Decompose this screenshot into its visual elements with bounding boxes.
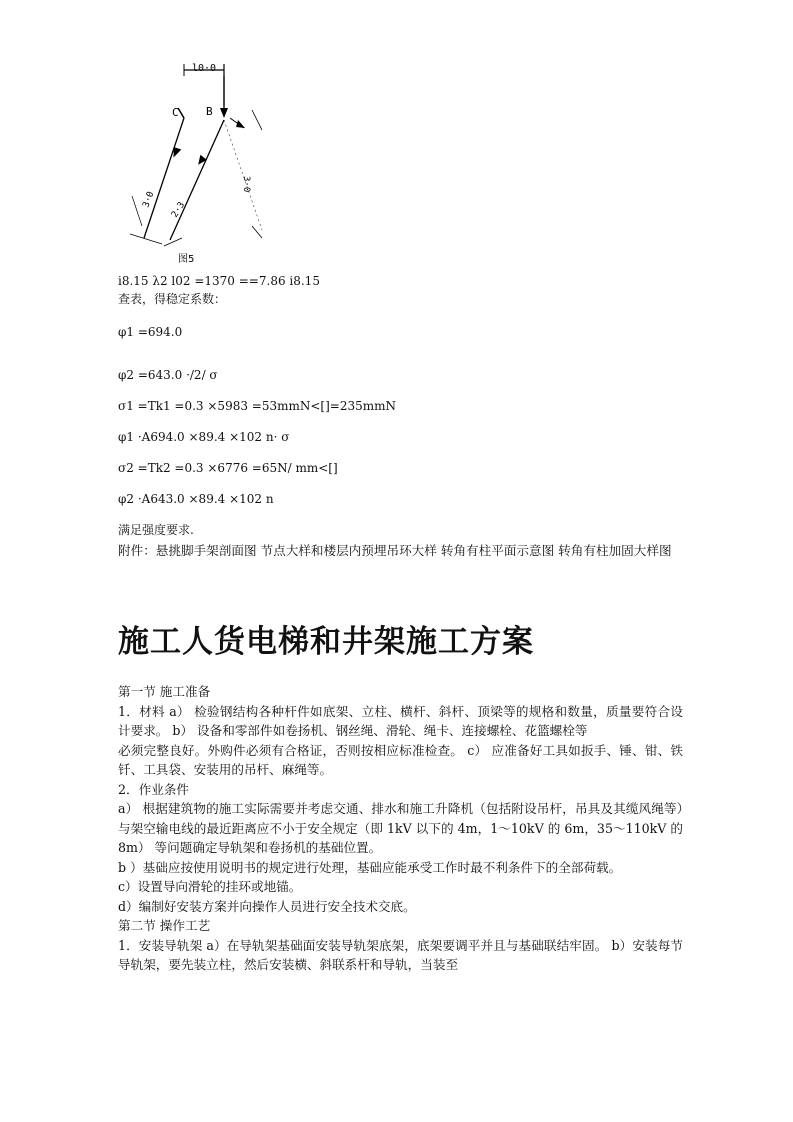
dim-top-label: l0·0 <box>192 63 217 74</box>
paragraph-materials-cont: 必须完整良好。外购件必须有合格证，否则按相应标准检查。 c） 应准备好工具如扳手、锤、钳、铁钎、工具袋、安装用的吊杆、麻绳等。 <box>118 742 683 777</box>
heading-section-1: 第一节 施工准备 <box>118 684 211 699</box>
label-mid-diagonal: 2·3 <box>170 200 188 220</box>
paragraph-materials: 1．材料 a） 检验钢结构各种杆件如底架、立柱、横杆、斜杆、顶梁等的规格和数量，质量要符合设计要求。 b） 设备和零部件如卷扬机、钢丝绳、滑轮、绳卡、连接螺栓、花篮螺栓等 <box>118 703 683 738</box>
body-text <box>118 682 683 975</box>
calc-sigma2: σ2 =Tk2 =0.3 ×6776 =65N/ mm<[] <box>118 461 338 475</box>
heading-section-2: 第二节 操作工艺 <box>118 918 211 933</box>
calc-phi1: φ1 =694.0 <box>118 325 183 339</box>
force-diagram-figure <box>112 58 282 270</box>
calc-sigma1: σ1 =Tk1 =0.3 ×5983 =53mmN<[]=235mmN <box>118 399 396 413</box>
calc-phi2: φ2 =643.0 ·/2/ σ <box>118 368 218 382</box>
calc-slenderness: i8.15 λ2 l02 =1370 ==7.86 i8.15 <box>118 274 320 288</box>
attachment-list: 附件：悬挑脚手架剖面图 节点大样和楼层内预埋吊环大样 转角有柱平面示意图 转角有柱加固大样图 <box>118 543 672 558</box>
label-c: C <box>172 106 179 119</box>
section-title: 施工人货电梯和井架施工方案 <box>118 624 534 660</box>
force-diagram <box>112 58 282 270</box>
label-right-vertical: 3·0 <box>241 176 251 193</box>
label-left-diagonal: 3·0 <box>141 190 157 210</box>
calc-phi1-check: φ1 ·A694.0 ×89.4 ×102 n· σ <box>118 430 290 444</box>
calc-conclusion: 满足强度要求. <box>118 523 194 537</box>
paragraph-condition-d: d）编制好安装方案并向操作人员进行安全技术交底。 <box>118 898 416 914</box>
heading-work-conditions: 2．作业条件 <box>118 781 189 797</box>
paragraph-install-guide: 1．安装导轨架 a）在导轨架基础面安装导轨架底架，底架要调平并且与基础联结牢固。 b）安装每节导轨架，要先装立柱，然后安装横、斜联系杆和导轨，当装至 <box>118 937 683 972</box>
calc-phi2-check: φ2 ·A643.0 ×89.4 ×102 n <box>118 492 274 506</box>
paragraph-condition-a: a） 根据建筑物的施工实际需要并考虑交通、排水和施工升降机（包括附设吊杆，吊具及其缆风绳等）与架空输电线的最近距离应不小于安全规定（即 1kV 以下的 4m，1～10kV 的 6m，35～110kV 的 8m） 等问题确定导轨架和卷扬机的基础位置。 <box>118 801 683 855</box>
paragraph-condition-c: c）设置导向滑轮的挂环或地锚。 <box>118 879 302 894</box>
paragraph-condition-b: b ）基础应按使用说明书的规定进行处理，基础应能承受工作时最不利条件下的全部荷载。 <box>118 859 622 875</box>
calc-lookup: 查表，得稳定系数： <box>118 292 227 306</box>
label-b: B <box>206 105 213 118</box>
figure-caption: 图5 <box>178 254 195 265</box>
